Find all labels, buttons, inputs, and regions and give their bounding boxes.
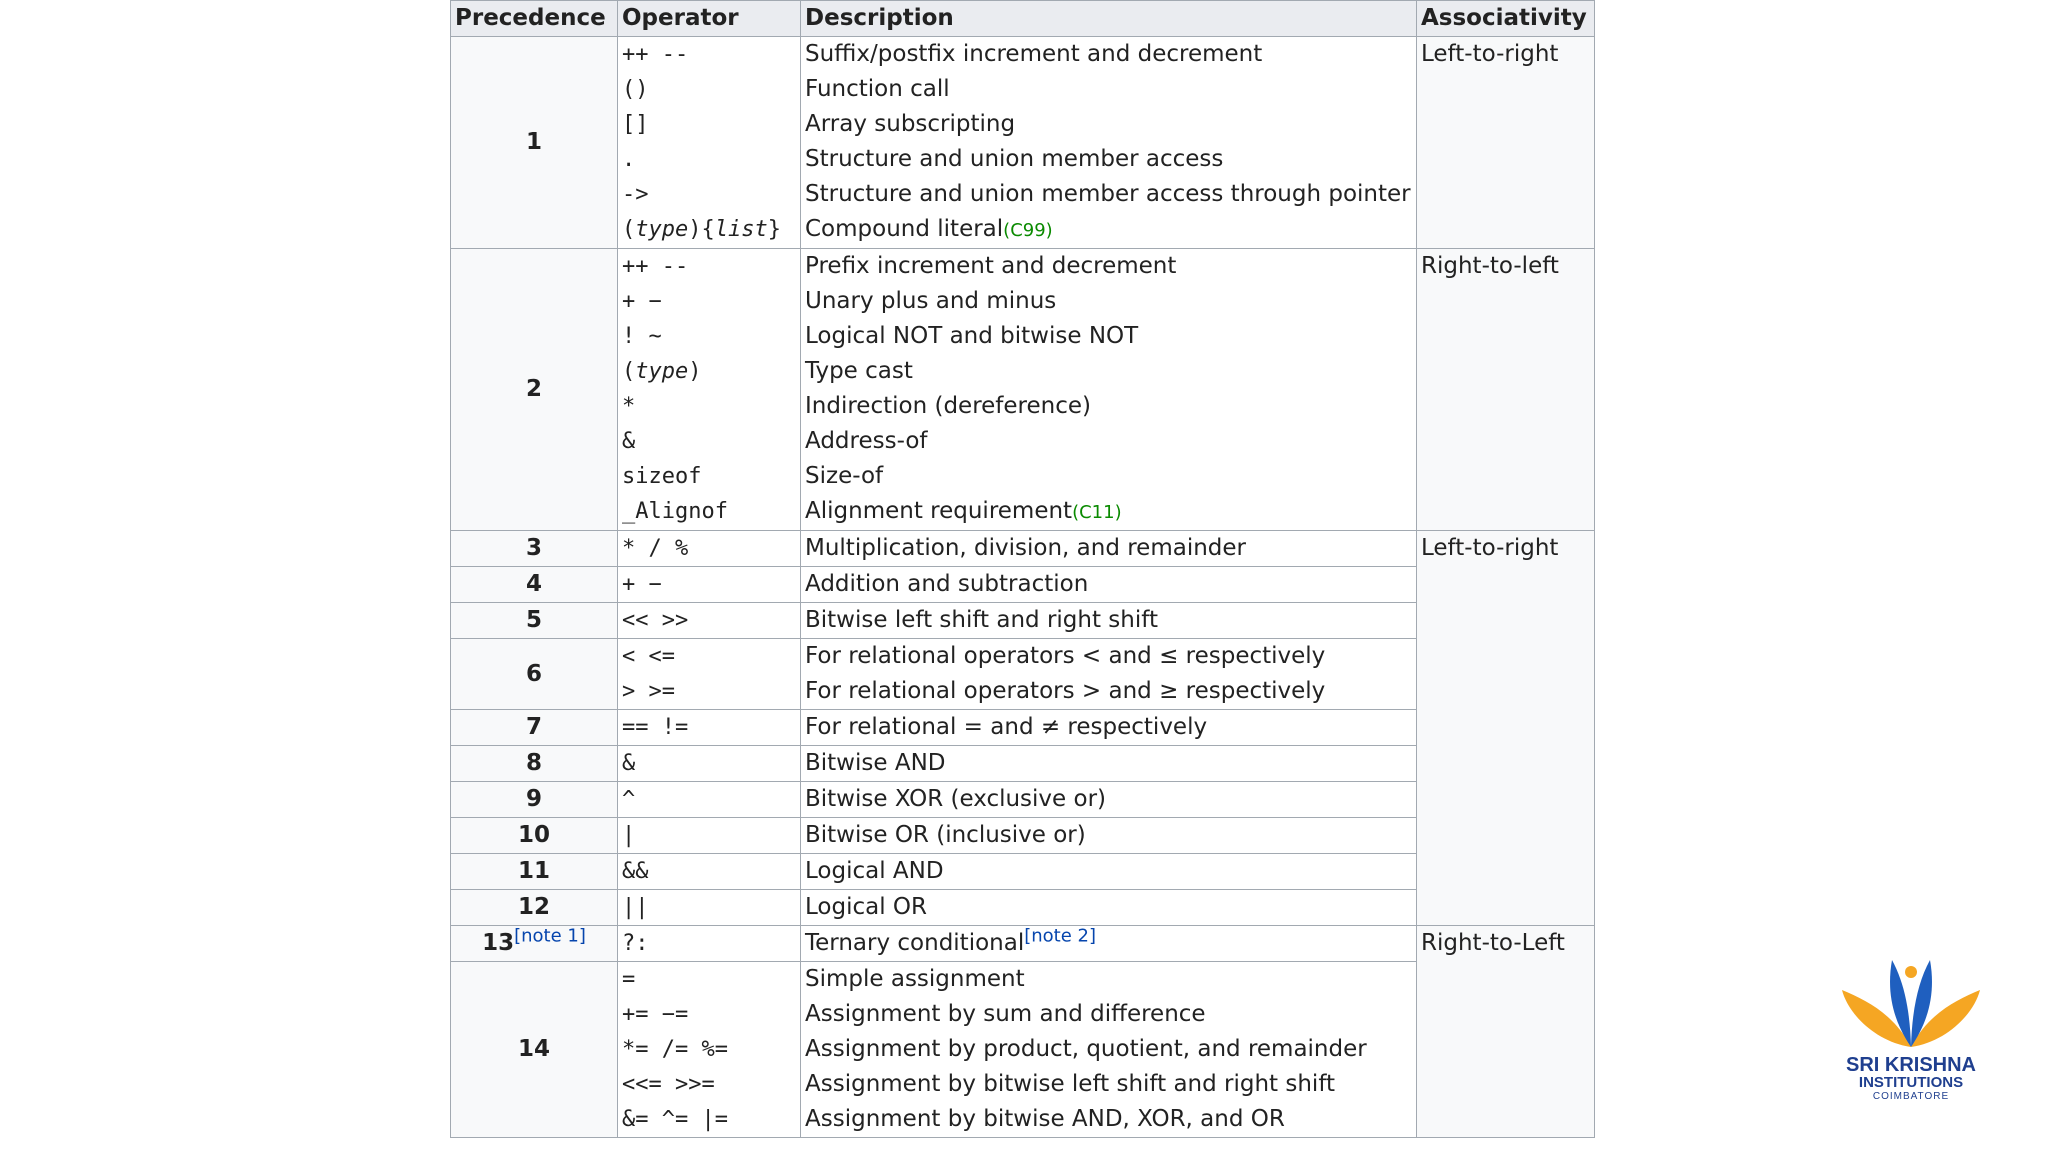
description-text: Assignment by sum and difference (805, 1001, 1206, 1027)
precedence-cell (451, 818, 618, 854)
description-text: Assignment by bitwise AND, XOR, and OR (805, 1106, 1285, 1132)
associativity-value: Right-to-left (1421, 253, 1559, 279)
description-text: Logical NOT and bitwise NOT (805, 323, 1139, 349)
operator-symbol: () (622, 77, 649, 102)
operator-symbol: < <= (622, 644, 675, 669)
precedence-cell (451, 710, 618, 746)
operator-cell (618, 890, 801, 926)
standard-tag: (C99) (1003, 220, 1053, 241)
description-line (805, 746, 1412, 781)
table-body (451, 37, 1595, 1138)
logo-line3: COIMBATORE (1872, 1091, 1950, 1102)
description-line (805, 284, 1412, 319)
precedence-value: 11 (517, 858, 550, 884)
description-line (805, 212, 1412, 248)
description-text: Addition and subtraction (805, 571, 1089, 597)
description-text: Multiplication, division, and remainder (805, 535, 1247, 561)
table-row (451, 926, 1595, 962)
operator-cell (618, 249, 801, 531)
precedence-cell (451, 962, 618, 1138)
description-line (805, 674, 1412, 709)
precedence-value: 13 (482, 930, 515, 956)
description-line (805, 107, 1412, 142)
precedence-value: 4 (525, 571, 542, 597)
description-line (805, 962, 1412, 997)
description-cell (801, 37, 1417, 249)
precedence-cell (451, 603, 618, 639)
description-text: Ternary conditional (805, 930, 1025, 956)
description-text: Structure and union member access (805, 146, 1224, 172)
logo-line2: INSTITUTIONS (1858, 1074, 1964, 1091)
precedence-value: 6 (525, 660, 542, 687)
operator-cell (618, 854, 801, 890)
description-text: Function call (805, 76, 950, 102)
operator-symbol: sizeof (622, 464, 702, 489)
description-text: Logical OR (805, 894, 927, 920)
operator-symbol: &= ^= |= (622, 1107, 728, 1132)
description-line (805, 710, 1412, 745)
operator-cell (618, 782, 801, 818)
description-line (805, 1067, 1412, 1102)
description-text: Bitwise OR (inclusive or) (805, 822, 1086, 848)
description-text: Alignment requirement (805, 498, 1073, 524)
description-cell (801, 639, 1417, 710)
description-line (805, 567, 1412, 602)
operator-symbol: += −= (622, 1002, 689, 1027)
associativity-cell (1417, 249, 1595, 531)
operator-symbol: (type){list} (622, 217, 781, 242)
operator-cell (618, 567, 801, 603)
header-associativity: Associativity (1417, 1, 1595, 37)
description-text: Size-of (805, 463, 884, 489)
sri-krishna-logo (1836, 952, 1986, 1102)
description-line (805, 424, 1412, 459)
associativity-value: Left-to-right (1421, 535, 1559, 561)
precedence-cell (451, 567, 618, 603)
table-header-row (451, 1, 1595, 37)
operator-symbol: ! ~ (622, 324, 662, 349)
operator-symbol: && (622, 859, 649, 884)
operator-symbol: (type) (622, 359, 702, 384)
precedence-value: 9 (525, 786, 542, 812)
description-text: For relational operators < and ≤ respectively (805, 643, 1326, 669)
description-note-link[interactable]: [note 2] (1024, 925, 1096, 947)
description-text: Logical AND (805, 858, 944, 884)
description-cell (801, 567, 1417, 603)
description-line (805, 1032, 1412, 1067)
operator-symbol: -> (622, 182, 649, 207)
operator-symbol: ^ (622, 787, 636, 812)
precedence-value: 1 (525, 129, 542, 155)
description-line (805, 639, 1412, 674)
description-cell (801, 710, 1417, 746)
description-line (805, 389, 1412, 424)
operator-cell (618, 746, 801, 782)
description-text: Type cast (805, 358, 913, 384)
operator-symbol: ?: (622, 931, 649, 956)
description-line (805, 1102, 1412, 1137)
precedence-value: 7 (525, 714, 542, 740)
operator-symbol: <<= >>= (622, 1072, 715, 1097)
precedence-value: 2 (525, 376, 542, 402)
operator-cell (618, 603, 801, 639)
precedence-cell (451, 890, 618, 926)
description-line (805, 603, 1412, 638)
precedence-value: 3 (525, 535, 542, 561)
description-line (805, 177, 1412, 212)
description-cell (801, 249, 1417, 531)
operator-symbol: > >= (622, 679, 675, 704)
description-cell (801, 782, 1417, 818)
header-description: Description (801, 1, 1417, 37)
operator-symbol: *= /= %= (622, 1037, 728, 1062)
table-row (451, 249, 1595, 531)
description-text: Unary plus and minus (805, 288, 1057, 314)
description-cell (801, 603, 1417, 639)
description-text: Bitwise AND (805, 750, 946, 776)
operator-cell (618, 710, 801, 746)
operator-symbol: & (622, 751, 636, 776)
operator-symbol: * / % (622, 536, 689, 561)
precedence-note-link[interactable]: [note 1] (514, 925, 586, 947)
description-line (805, 319, 1412, 354)
description-text: Compound literal (805, 216, 1004, 242)
description-cell (801, 962, 1417, 1138)
description-line (805, 997, 1412, 1032)
description-text: For relational operators > and ≥ respectively (805, 678, 1326, 704)
associativity-cell (1417, 531, 1595, 926)
description-line (805, 818, 1412, 853)
description-text: For relational = and ≠ respectively (805, 714, 1208, 740)
precedence-value: 10 (517, 822, 550, 848)
description-text: Prefix increment and decrement (805, 253, 1177, 279)
operator-symbol: + − (622, 289, 662, 314)
description-line (805, 354, 1412, 389)
precedence-cell (451, 926, 618, 962)
description-text: Array subscripting (805, 111, 1016, 137)
operator-symbol: * (622, 394, 636, 419)
description-cell (801, 926, 1417, 962)
precedence-cell (451, 249, 618, 531)
associativity-value: Right-to-Left (1421, 930, 1565, 956)
associativity-cell (1417, 926, 1595, 1138)
logo-line1: SRI KRISHNA (1845, 1054, 1976, 1076)
operator-cell (618, 37, 801, 249)
description-line (805, 531, 1412, 566)
operator-precedence-table (450, 0, 1595, 1138)
table-row (451, 531, 1595, 567)
description-cell (801, 890, 1417, 926)
description-text: Bitwise left shift and right shift (805, 607, 1158, 633)
description-text: Assignment by product, quotient, and remainder (805, 1036, 1367, 1062)
operator-symbol: _Alignof (622, 499, 728, 524)
operator-cell (618, 818, 801, 854)
operator-symbol: [] (622, 112, 649, 137)
description-cell (801, 531, 1417, 567)
operator-cell (618, 531, 801, 567)
header-precedence: Precedence (451, 1, 618, 37)
description-text: Assignment by bitwise left shift and right shift (805, 1071, 1336, 1097)
precedence-cell (451, 37, 618, 249)
operator-cell (618, 926, 801, 962)
description-line (805, 782, 1412, 817)
description-line (805, 37, 1412, 72)
description-text: Address-of (805, 428, 928, 454)
description-text: Bitwise XOR (exclusive or) (805, 786, 1106, 812)
description-text: Structure and union member access through pointer (805, 181, 1411, 207)
table-row (451, 37, 1595, 249)
description-line (805, 926, 1412, 961)
description-cell (801, 854, 1417, 890)
precedence-cell (451, 782, 618, 818)
operator-cell (618, 962, 801, 1138)
associativity-value: Left-to-right (1421, 41, 1559, 67)
operator-symbol: || (622, 895, 649, 920)
description-line (805, 459, 1412, 494)
precedence-cell (451, 639, 618, 710)
precedence-cell (451, 531, 618, 567)
operator-symbol: + − (622, 572, 662, 597)
operator-symbol: ++ -- (622, 254, 689, 279)
operator-symbol: = (622, 967, 636, 992)
operator-symbol: << >> (622, 608, 689, 633)
precedence-cell (451, 854, 618, 890)
description-line (805, 890, 1412, 925)
operator-symbol: | (622, 823, 636, 848)
description-line (805, 494, 1412, 530)
lotus-icon (1836, 952, 1986, 1052)
operator-symbol: . (622, 147, 636, 172)
description-line (805, 854, 1412, 889)
description-line (805, 142, 1412, 177)
operator-symbol: & (622, 429, 636, 454)
description-line (805, 72, 1412, 107)
description-cell (801, 746, 1417, 782)
description-line (805, 249, 1412, 284)
precedence-value: 12 (517, 894, 550, 920)
description-cell (801, 818, 1417, 854)
operator-symbol: ++ -- (622, 42, 689, 67)
precedence-value: 8 (525, 750, 542, 776)
header-operator: Operator (618, 1, 801, 37)
associativity-cell (1417, 37, 1595, 249)
precedence-value: 5 (525, 607, 542, 633)
standard-tag: (C11) (1072, 502, 1122, 523)
operator-cell (618, 639, 801, 710)
operator-symbol: == != (622, 715, 689, 740)
description-text: Simple assignment (805, 966, 1025, 992)
description-text: Indirection (dereference) (805, 393, 1091, 419)
description-text: Suffix/postfix increment and decrement (805, 41, 1263, 67)
precedence-cell (451, 746, 618, 782)
precedence-value: 14 (517, 1036, 550, 1062)
